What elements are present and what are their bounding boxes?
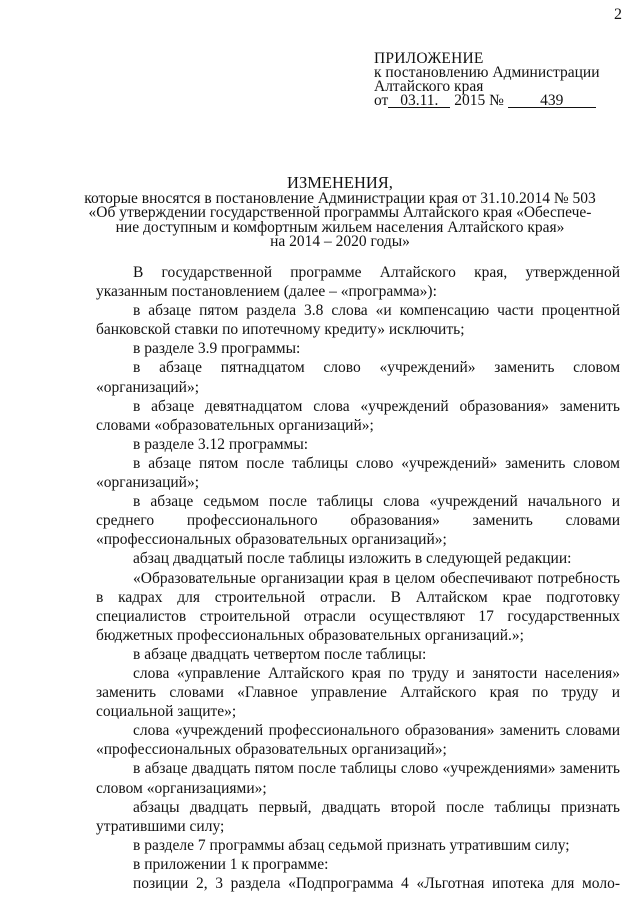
document-title [60,173,620,250]
appendix-line-2: Алтайского края [374,78,484,95]
paragraph: абзац двадцатый после таблицы изложить в следующей редакции: [133,550,572,568]
paragraph: абзацы двадцать первый, двадцать второй после таблицы признать утратившими силу; [96,798,620,835]
date-prefix: от [374,92,389,109]
number-field: 439 [508,94,596,108]
paragraph: «Образовательные организации края в целом обеспечивают потребность в кадрах для строительной отрасли. В Алтайском крае подготовку специалистов строительной отрасли осуществляют 17 государственных бюджетных профессиональных образовательных организаций.»; [96,569,620,644]
appendix-date-line [374,94,624,108]
paragraph: в абзаце двадцать четвертом после таблицы: [133,645,427,663]
document-body [96,263,620,893]
date-field: 03.11. [388,94,450,108]
appendix-title: ПРИЛОЖЕНИЕ [374,50,484,67]
paragraph: в абзаце пятом после таблицы слово «учреждений» заменить словом «организаций»; [96,454,620,492]
paragraph: в разделе 7 программы абзац седьмой признать утратившим силу; [133,836,570,854]
year-text: 2015 № [454,92,504,109]
title-line: «Об утверждении государственной программы Алтайского края «Обеспече- [88,204,592,221]
title-line: которые вносятся в постановление Администрации края от 31.10.2014 № 503 [84,189,596,207]
paragraph: слова «управление Алтайского края по труду и занятости населения» заменить словами «Главное управление Алтайского края по труду и социальной защите»; [96,664,620,721]
paragraph: в разделе 3.12 программы: [133,435,309,453]
paragraph: В государственной программе Алтайского края, утвержденной указанным постановлением (далее – «программа»): [96,264,620,301]
paragraph: в абзаце двадцать пятом после таблицы слово «учреждениями» заменить словом «организациями»; [96,760,620,797]
paragraph: в приложении 1 к программе: [133,855,329,873]
paragraph: в абзаце пятом раздела 3.8 слова «и компенсацию части процентной банковской ставки по ипотечному кредиту» исключить; [96,302,620,339]
paragraph: слова «учреждений профессионального образования» заменить словами «профессиональных образовательных организаций»; [96,722,620,759]
paragraph: в разделе 3.9 программы: [133,340,301,358]
paragraph: в абзаце девятнадцатом слова «учреждений образования» заменить словами «образовательных организаций»; [96,397,620,434]
paragraph: в абзаце пятнадцатом слово «учреждений» заменить словом «организаций»; [96,359,620,396]
appendix-line-1: к постановлению Администрации [374,64,600,81]
page-number: 2 [614,6,622,23]
title-heading: ИЗМЕНЕНИЯ, [287,173,393,192]
title-line: на 2014 – 2020 годы» [270,233,410,250]
title-line: ние доступным и комфортным жильем населения Алтайского края» [115,218,565,236]
paragraph: в абзаце седьмом после таблицы слова «учреждений начального и среднего профессионального образования» заменить словами «профессиональных образовательных организаций»; [96,493,620,549]
paragraph: позиции 2, 3 раздела «Подпрограмма 4 «Льготная ипотека для моло- [133,875,620,892]
appendix-block [374,52,624,108]
